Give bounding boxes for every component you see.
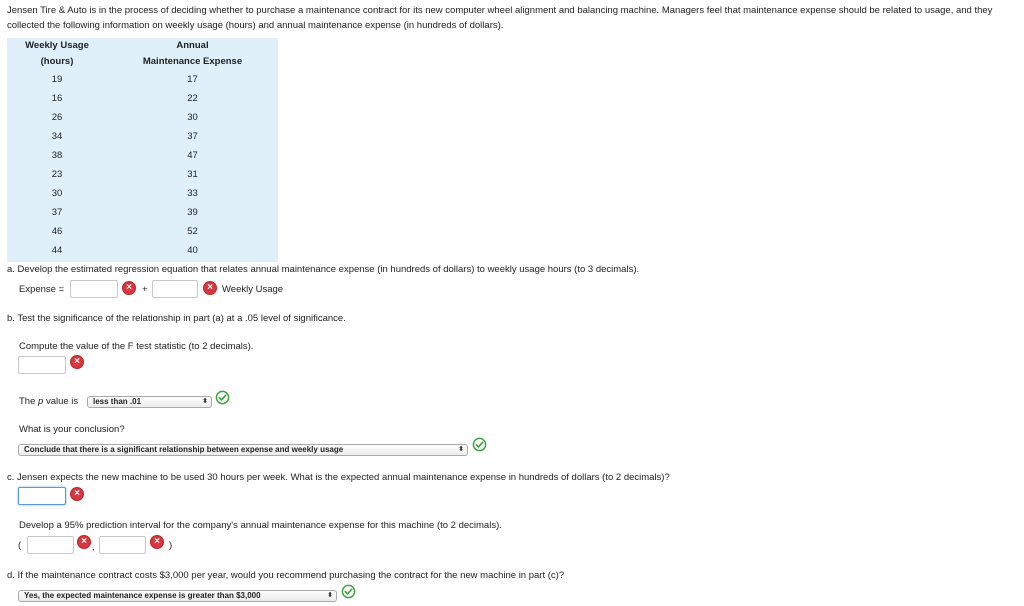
- usage-cell: 34: [51, 131, 63, 142]
- col-header-expense-1: Annual: [176, 40, 209, 51]
- p-value-selected: less than .01: [93, 397, 142, 406]
- check-circle-icon: [215, 390, 230, 405]
- usage-cell: 26: [51, 112, 63, 123]
- expense-cell: 33: [187, 188, 198, 199]
- data-table: [7, 38, 278, 262]
- col-header-usage-2: (hours): [40, 56, 74, 67]
- check-circle-icon: [472, 437, 487, 452]
- weekly-usage-label: Weekly Usage: [222, 284, 284, 295]
- usage-cell: 44: [51, 245, 63, 256]
- plus-sign: +: [142, 284, 148, 295]
- expense-cell: 17: [187, 74, 198, 85]
- conclusion-selected: Conclude that there is a significant relationship between expense and weekly usage: [24, 445, 344, 454]
- comma: ,: [92, 542, 95, 553]
- part-a-question: a. Develop the estimated regression equation that relates annual maintenance expense (in hundreds of dollars) to weekly usage hours (to 3 decimals).: [7, 264, 640, 275]
- usage-cell: 16: [51, 93, 63, 104]
- expected-expense-input[interactable]: [18, 487, 66, 505]
- expense-cell: 37: [187, 131, 198, 142]
- part-b-question: b. Test the significance of the relationship in part (a) at a .05 level of significance.: [7, 313, 346, 324]
- conclusion-prompt: What is your conclusion?: [19, 424, 125, 435]
- expense-cell: 52: [187, 226, 198, 237]
- expense-cell: 39: [187, 207, 198, 218]
- table-row: [7, 108, 278, 127]
- up-down-arrow-icon: ⬍: [327, 592, 333, 599]
- expense-cell: 40: [187, 245, 198, 256]
- x-circle-icon: ×: [150, 535, 164, 549]
- f-stat-prompt: Compute the value of the F test statistic (to 2 decimals).: [19, 341, 254, 352]
- interval-lower-input[interactable]: [27, 536, 74, 554]
- recommendation-selected: Yes, the expected maintenance expense is greater than $3,000: [24, 591, 261, 600]
- up-down-arrow-icon: ⬍: [202, 398, 208, 405]
- expense-cell: 30: [187, 112, 198, 123]
- open-paren: (: [18, 540, 22, 551]
- check-circle-icon: [341, 584, 356, 599]
- intercept-input[interactable]: [70, 280, 118, 298]
- slope-input[interactable]: [152, 280, 198, 298]
- close-paren: ): [169, 540, 173, 551]
- expense-cell: 31: [187, 169, 198, 180]
- table-row: [7, 127, 278, 146]
- usage-cell: 46: [51, 226, 63, 237]
- f-stat-input[interactable]: [18, 356, 66, 374]
- usage-cell: 38: [51, 150, 63, 161]
- part-c-question: c. Jensen expects the new machine to be used 30 hours per week. What is the expected annual maintenance expense in hundreds of dollars (to 2 decimals)?: [7, 472, 670, 483]
- x-circle-icon: ×: [203, 281, 217, 295]
- table-row: [7, 184, 278, 203]
- table-row: [7, 241, 278, 260]
- expense-cell: 47: [187, 150, 198, 161]
- table-row: [7, 89, 278, 108]
- table-row: [7, 165, 278, 184]
- p-value-select[interactable]: [87, 396, 212, 408]
- problem-intro: Jensen Tire & Auto is in the process of deciding whether to purchase a maintenance contract for its new computer wheel alignment and balancing machine. Managers feel that maintenance expense should be related to usage, and they collected the following information on weekly usage (hours) and annual maintenance expense (in hundreds of dollars).: [7, 5, 993, 31]
- usage-cell: 30: [51, 188, 63, 199]
- table-row: [7, 70, 278, 89]
- table-row: [7, 203, 278, 222]
- usage-cell: 23: [51, 169, 63, 180]
- usage-cell: 19: [51, 74, 63, 85]
- up-down-arrow-icon: ⬍: [458, 446, 464, 453]
- table-row: [7, 222, 278, 241]
- table-row: [7, 146, 278, 165]
- usage-cell: 37: [51, 207, 63, 218]
- expense-label: Expense =: [19, 284, 65, 295]
- expense-cell: 22: [187, 93, 198, 104]
- recommendation-select[interactable]: [18, 590, 337, 602]
- x-circle-icon: ×: [70, 487, 84, 501]
- p-value-label: The p value is: [19, 396, 79, 407]
- col-header-expense-2: Maintenance Expense: [142, 56, 243, 67]
- col-header-usage-1: Weekly Usage: [25, 40, 89, 51]
- x-circle-icon: ×: [70, 355, 84, 369]
- x-circle-icon: ×: [122, 281, 136, 295]
- interval-upper-input[interactable]: [99, 536, 146, 554]
- conclusion-select[interactable]: [18, 444, 468, 456]
- x-circle-icon: ×: [77, 535, 91, 549]
- interval-prompt: Develop a 95% prediction interval for the company's annual maintenance expense for this machine (to 2 decimals).: [19, 520, 502, 531]
- part-d-question: d. If the maintenance contract costs $3,000 per year, would you recommend purchasing the contract for the new machine in part (c)?: [7, 570, 565, 581]
